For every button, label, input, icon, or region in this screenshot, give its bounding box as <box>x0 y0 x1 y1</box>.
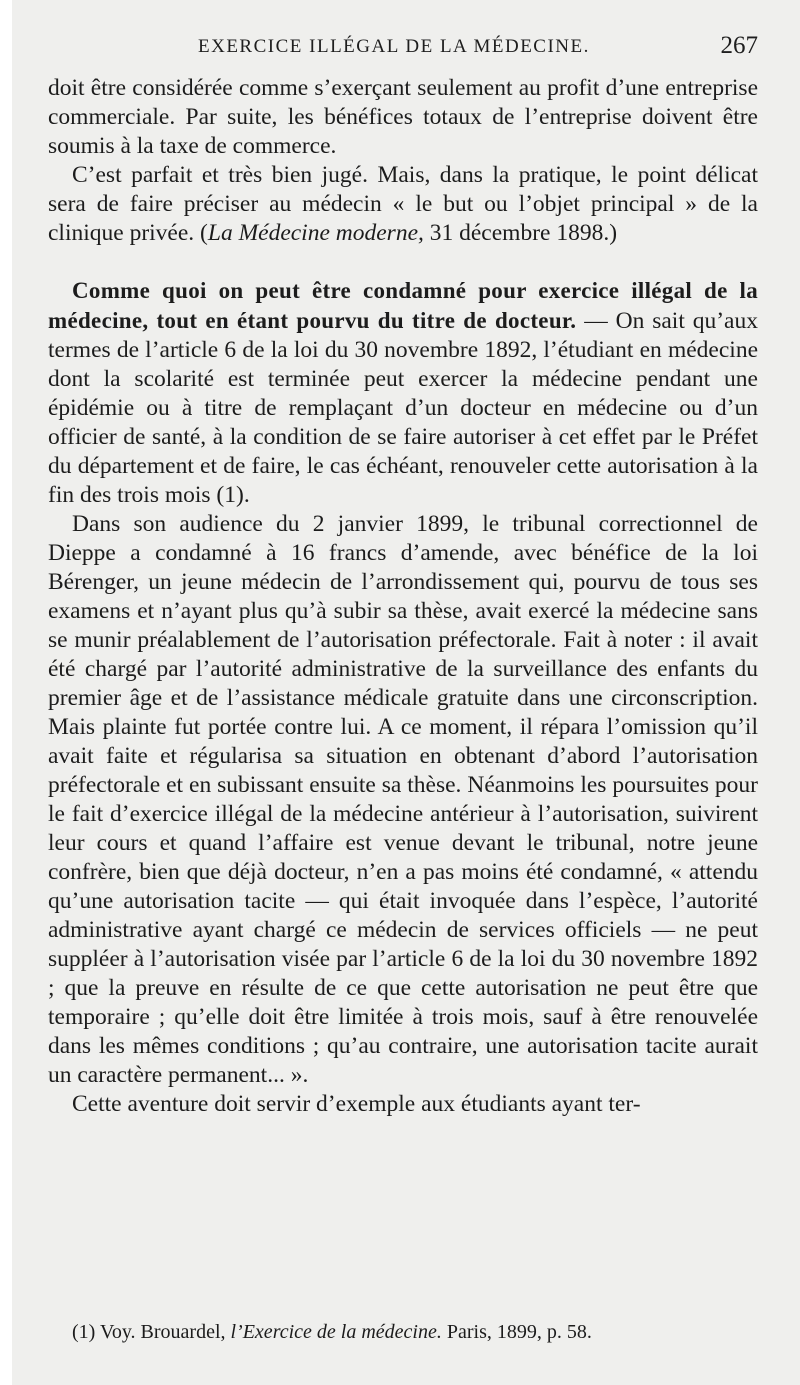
section-heading: Comme quoi on peut être condamné pour exercice illégal de la médecine, tout en étant pourvu du titre de docteur. <box>48 278 758 333</box>
paragraph-5: Cette aventure doit servir d’exemple aux étudiants ayant ter- <box>72 1091 641 1117</box>
page-header <box>48 32 758 66</box>
footnote-title: l’Exercice de la médecine. <box>230 1321 442 1343</box>
paragraph-1: doit être considérée comme s’exerçant seulement au profit d’une entreprise commerciale. Par suite, les bénéfices totaux de l’entreprise doivent être soumis à la taxe de commerce. <box>48 75 758 159</box>
page-number: 267 <box>720 32 758 59</box>
paragraph-2-start: C’est parfait et très bien jugé. Mais, dans la pratique, le point délicat sera de faire préciser au médecin « le but ou l’objet principal » de la clinique privée. ( <box>48 162 758 246</box>
paragraph-4: Dans son audience du 2 janvier 1899, le tribunal correctionnel de Dieppe a condamné à 16 francs d’amende, avec bénéfice de la loi Bérenger, un jeune médecin de l’arrondissement qui, pourvu de tous ses examens et n’ayant plus qu’à subir sa thèse, avait exercé la médecine sans se munir préalablement de l’autorisation préfectorale. Fait à noter : il avait été chargé par l’autorité administrative de la surveillance des enfants du premier âge et de l’assistance médicale gratuite dans une circonscription. Mais plainte fut portée contre lui. A ce moment, il répara l’omission qu’il avait faite et régularisa sa situation en obtenant d’abord l’autorisation préfectorale et en subissant ensuite sa thèse. Néanmoins les poursuites pour le fait d’exercice illégal de la médecine antérieur à l’autorisation, suivirent leur cours et quand l’affaire est venue devant le tribunal, notre jeune confrère, bien que déjà docteur, n’en a pas moins été condamné, « attendu qu’une autorisation tacite — qui était invoquée dans l’espèce, l’autorité administrative ayant chargé ce médecin de services officiels — ne peut suppléer à l’autorisation visée par l’article 6 de la loi du 30 novembre 1892 ; que la preuve en résulte de ce que cette autorisation ne peut être que temporaire ; qu’elle doit être limitée à trois mois, sauf à être renouvelée dans les mêmes conditions ; qu’au contraire, une autorisation tacite aurait un caractère permanent... ». <box>48 511 758 1088</box>
paragraph-3-rest: — On sait qu’aux termes de l’article 6 de la loi du 30 novembre 1892, l’étudiant en médecine dont la scolarité est terminée peut exercer la médecine pendant une épidémie ou à titre de remplaçant d’un docteur en médecine ou d’un officier de santé, à la condition de se faire autoriser à cet effet par le Préfet du département et de faire, le cas échéant, renouveler cette autorisation à la fin des trois mois (1). <box>48 308 758 508</box>
running-head: EXERCICE ILLÉGAL DE LA MÉDECINE. <box>198 36 590 57</box>
paragraph-2 <box>48 161 758 248</box>
paragraph-3 <box>48 276 758 510</box>
page-edge <box>0 0 12 1385</box>
footnote-start: (1) Voy. Brouardel, <box>72 1321 231 1343</box>
paragraph-2-end: 31 décembre 1898.) <box>423 220 618 246</box>
body-text <box>48 74 758 1119</box>
footnote-end: Paris, 1899, p. 58. <box>441 1321 592 1343</box>
source-title: La Médecine moderne, <box>207 220 424 246</box>
footnote <box>72 1321 592 1344</box>
